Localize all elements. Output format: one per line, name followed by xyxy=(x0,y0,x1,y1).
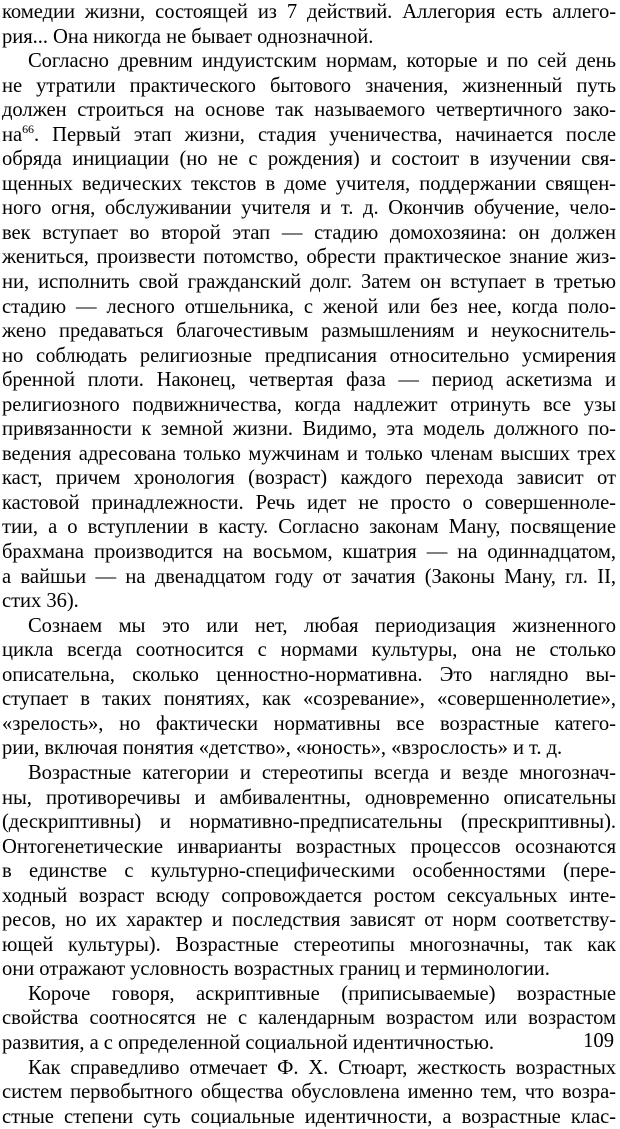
page-number: 109 xyxy=(583,1030,614,1052)
text-line: обряда инициации (но не с рождения) и состоит в изучении свя- xyxy=(2,148,616,171)
text-line: развития, а с определенной социальной идентичностью. xyxy=(2,1031,495,1054)
text-line: ного огня, обслуживании учителя и т. д. Окончив обучение, чело- xyxy=(2,197,616,220)
text-line: кастовой принадлежности. Речь идет не просто о совершенноле- xyxy=(2,491,616,514)
text-line: рии, включая понятия «детство», «юность», «взрослость» и т. д. xyxy=(2,737,563,760)
text-line xyxy=(2,123,616,148)
text-line: описательна, сколько ценностно-нормативна. Это наглядно вы- xyxy=(2,663,616,686)
text-line: цикла всегда соотносится с нормами культуры, она не столько xyxy=(2,639,616,662)
text-line: щенных ведических текстов в доме учителя, поддержании священ- xyxy=(2,172,616,195)
text-line: Как справедливо отмечает Ф. Х. Стюарт, жесткость возрастных xyxy=(28,1056,616,1079)
text-line: рия... Она никогда не бывает однозначной. xyxy=(2,25,374,48)
text-line: ведения адресована только мужчинам и только членам высших трех xyxy=(2,442,616,465)
text-line: брахмана производится на восьмом, кшатрия — на одиннадцатом, xyxy=(2,541,616,564)
text-line: свойства соотносятся не с календарным возрастом или возрастом xyxy=(2,1007,616,1030)
text-line: Согласно древним индуистским нормам, которые и по сей день xyxy=(28,50,616,73)
text-line: каст, причем хронология (возраст) каждого перехода зависит от xyxy=(2,467,616,490)
text-line: ны, противоречивы и амбивалентны, одновременно описательны xyxy=(2,786,616,809)
text-line: они отражают условность возрастных границ и терминологии. xyxy=(2,958,550,981)
text-line: ни, исполнить свой гражданский долг. Затем он вступает в третью xyxy=(2,271,616,294)
text-line: стные степени суть социальные идентичности, а возрастные клас- xyxy=(2,1105,616,1128)
text-line: бренной плоти. Наконец, четвертая фаза — период аскетизма и xyxy=(2,369,616,392)
text-line: комедии жизни, состоящей из 7 действий. Аллегория есть аллего- xyxy=(2,1,616,23)
text-line: стих 36). xyxy=(2,590,79,613)
text-line: должен строиться на основе так называемого четвертичного зако- xyxy=(2,99,616,122)
text-line: жено предаваться благочестивым размышлениям и неукоснитель- xyxy=(2,320,616,343)
text-line: религиозного подвижничества, когда надлежит отринуть все узы xyxy=(2,393,616,416)
text-line: систем первобытного общества обусловлена именно тем, что возра- xyxy=(2,1081,616,1104)
text-line: ходный возраст всюду сопровождается ростом сексуальных инте- xyxy=(2,884,616,907)
text-line: Возрастные категории и стереотипы всегда и везде многознач- xyxy=(28,761,616,784)
text-line: Сознаем мы это или нет, любая периодизация жизненного xyxy=(28,614,616,637)
text-line: «зрелость», но фактически нормативны все возрастные катего- xyxy=(2,712,616,735)
text-line: ющей культуры). Возрастные стереотипы многозначны, так как xyxy=(2,933,616,956)
footnote-marker: 66 xyxy=(22,121,34,136)
text-segment: . Первый этап жизни, стадия ученичества, начинается после xyxy=(33,123,616,146)
text-line: тии, а о вступлении в касту. Согласно законам Ману, посвящение xyxy=(2,516,616,539)
text-line: ступает в таких понятиях, как «созревание», «совершеннолетие», xyxy=(2,688,616,711)
text-line: Короче говоря, аскриптивные (приписываемые) возрастные xyxy=(28,982,616,1005)
text-line: в единстве с культурно-специфическими особенностями (пере- xyxy=(2,860,616,883)
text-line: (дескриптивны) и нормативно-предписательны (прескриптивны). xyxy=(2,811,616,834)
text-line: а вайшьи — на двенадцатом году от зачатия (Законы Ману, гл. II, xyxy=(2,565,616,588)
text-line: но соблюдать религиозные предписания относительно усмирения xyxy=(2,344,616,367)
text-line: привязанности к земной жизни. Видимо, эта модель должного по- xyxy=(2,418,616,441)
text-line: стадию — лесного отшельника, с женой или без нее, когда поло- xyxy=(2,295,616,318)
body-text xyxy=(2,0,616,1129)
text-line: жениться, произвести потомство, обрести практическое знание жиз- xyxy=(2,246,616,269)
text-segment: на xyxy=(2,123,23,146)
text-line: ресов, но их характер и последствия зависят от норм соответству- xyxy=(2,909,616,932)
text-line: не утратили практического бытового значения, жизненный путь xyxy=(2,74,616,97)
text-line: век вступает во второй этап — стадию домохозяина: он должен xyxy=(2,221,616,244)
text-line: Онтогенетические инварианты возрастных процессов осознаются xyxy=(2,835,616,858)
